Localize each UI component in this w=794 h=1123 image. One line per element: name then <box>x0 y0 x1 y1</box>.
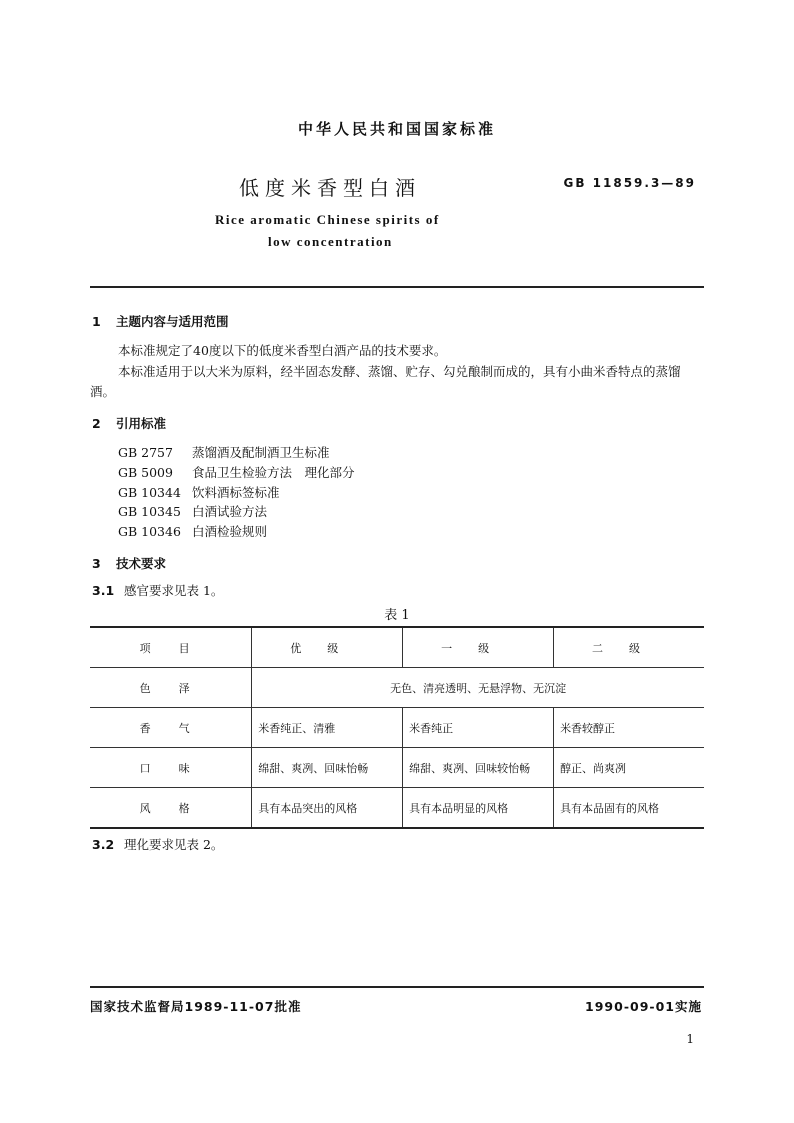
section-title: 主题内容与适用范围 <box>116 314 229 329</box>
table-cell: 米香纯正、清雅 <box>252 708 403 748</box>
table-cell: 绵甜、爽冽、回味怡畅 <box>252 748 403 788</box>
paragraph: 本标准适用于以大米为原料，经半固态发酵、蒸馏、贮存、勾兑酿制而成的，具有小曲米香特点的蒸馏酒。 <box>90 364 681 399</box>
header-cell: 项目 <box>90 627 252 668</box>
section-3-heading <box>92 554 166 572</box>
reference-item <box>118 522 267 540</box>
header-cell: 二级 <box>554 627 704 668</box>
table-cell: 具有本品固有的风格 <box>554 788 704 829</box>
subsection-text: 理化要求见表 2。 <box>124 837 224 852</box>
section-2-heading <box>92 414 166 432</box>
row-label: 香气 <box>90 708 252 748</box>
table-caption: 表 1 <box>384 608 410 623</box>
reference-name: 白酒试验方法 <box>192 504 268 519</box>
table-cell: 绵甜、爽冽、回味较怡畅 <box>403 748 554 788</box>
effective-date: 1990-09-01实施 <box>585 999 702 1014</box>
english-title-line-2: low concentration <box>268 234 393 249</box>
table-row <box>90 788 704 829</box>
reference-item <box>118 443 330 461</box>
reference-name: 食品卫生检验方法 理化部分 <box>192 465 355 480</box>
table-row <box>90 668 704 708</box>
subsection-3-2 <box>92 835 223 855</box>
reference-item <box>118 463 355 481</box>
reference-item <box>118 483 280 501</box>
reference-item <box>118 502 267 520</box>
subsection-number: 3.1 <box>92 583 115 598</box>
english-title-line-1: Rice aromatic Chinese spirits of <box>215 212 440 227</box>
reference-code: GB 10344 <box>118 485 181 500</box>
page-number: 1 <box>686 1032 694 1046</box>
table-header-row <box>90 627 704 668</box>
table-cell: 米香纯正 <box>403 708 554 748</box>
reference-code: GB 5009 <box>118 465 173 480</box>
reference-code: GB 10346 <box>118 524 181 539</box>
approval-date: 国家技术监督局1989-11-07批准 <box>90 999 302 1014</box>
row-label: 口味 <box>90 748 252 788</box>
section-1-heading <box>92 312 229 330</box>
footer-divider <box>90 986 704 988</box>
table-row <box>90 708 704 748</box>
table-cell: 具有本品明显的风格 <box>403 788 554 829</box>
section-title: 引用标准 <box>116 416 167 431</box>
reference-code: GB 10345 <box>118 504 181 519</box>
issuing-authority: 中华人民共和国国家标准 <box>297 120 496 138</box>
sensory-requirements-table <box>90 626 704 829</box>
row-label: 色泽 <box>90 668 252 708</box>
document-title: 低度米香型白酒 <box>239 176 421 200</box>
section-number: 2 <box>92 416 101 431</box>
top-divider <box>90 286 704 288</box>
table-cell: 米香较醇正 <box>554 708 704 748</box>
standard-code: GB 11859.3—89 <box>563 176 696 190</box>
subsection-number: 3.2 <box>92 837 115 852</box>
table-cell-merged: 无色、清亮透明、无悬浮物、无沉淀 <box>252 668 704 708</box>
row-label: 风格 <box>90 788 252 829</box>
paragraph: 本标准规定了40度以下的低度米香型白酒产品的技术要求。 <box>118 343 447 358</box>
reference-name: 饮料酒标签标准 <box>192 485 280 500</box>
section-title: 技术要求 <box>116 556 167 571</box>
header-cell: 一级 <box>403 627 554 668</box>
subsection-text: 感官要求见表 1。 <box>124 583 224 598</box>
section-number: 3 <box>92 556 101 571</box>
section-number: 1 <box>92 314 101 329</box>
reference-name: 蒸馏酒及配制酒卫生标准 <box>192 445 330 460</box>
subsection-3-1 <box>92 581 223 601</box>
table-cell: 具有本品突出的风格 <box>252 788 403 829</box>
reference-name: 白酒检验规则 <box>192 524 268 539</box>
header-cell: 优级 <box>252 627 403 668</box>
reference-code: GB 2757 <box>118 445 173 460</box>
table-cell: 醇正、尚爽冽 <box>554 748 704 788</box>
table-row <box>90 748 704 788</box>
